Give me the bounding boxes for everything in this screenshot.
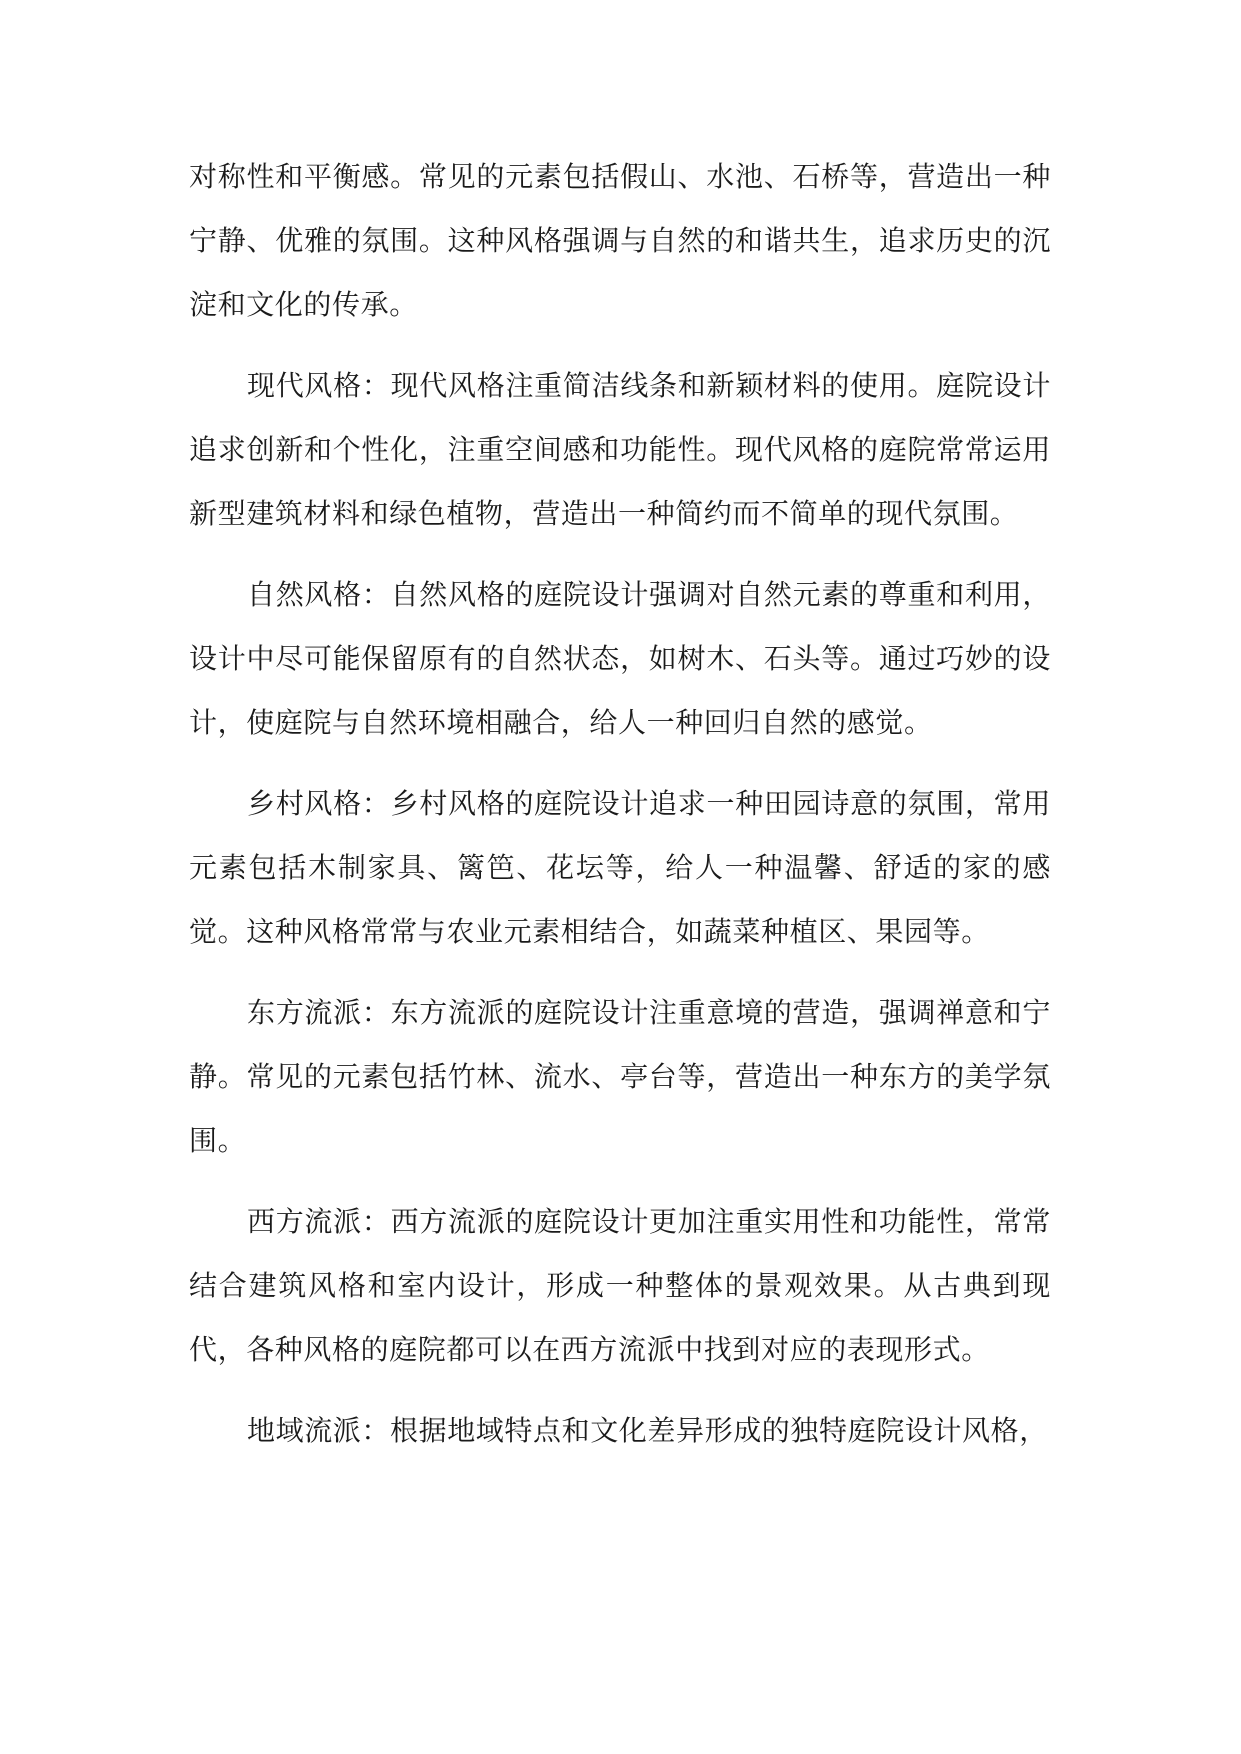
- paragraph-natural-style: 自然风格：自然风格的庭院设计强调对自然元素的尊重和利用，设计中尽可能保留原有的自然状态，如树木、石头等。通过巧妙的设计，使庭院与自然环境相融合，给人一种回归自然的感觉。: [189, 578, 1051, 739]
- body-text: [189, 145, 1051, 1480]
- paragraph-rural-style: 乡村风格：乡村风格的庭院设计追求一种田园诗意的氛围，常用元素包括木制家具、篱笆、花坛等，给人一种温馨、舒适的家的感觉。这种风格常常与农业元素相结合，如蔬菜种植区、果园等。: [189, 787, 1051, 948]
- paragraph-regional-school: 地域流派：根据地域特点和文化差异形成的独特庭院设计风格，: [247, 1414, 1048, 1447]
- paragraph-western-school: 西方流派：西方流派的庭院设计更加注重实用性和功能性，常常结合建筑风格和室内设计，形成一种整体的景观效果。从古典到现代，各种风格的庭院都可以在西方流派中找到对应的表现形式。: [189, 1205, 1051, 1366]
- paragraph-eastern-school: 东方流派：东方流派的庭院设计注重意境的营造，强调禅意和宁静。常见的元素包括竹林、流水、亭台等，营造出一种东方的美学氛围。: [189, 996, 1051, 1157]
- paragraph-continuation: 对称性和平衡感。常见的元素包括假山、水池、石桥等，营造出一种宁静、优雅的氛围。这种风格强调与自然的和谐共生，追求历史的沉淀和文化的传承。: [189, 160, 1051, 321]
- paragraph-modern-style: 现代风格：现代风格注重简洁线条和新颖材料的使用。庭院设计追求创新和个性化，注重空间感和功能性。现代风格的庭院常常运用新型建筑材料和绿色植物，营造出一种简约而不简单的现代氛围。: [189, 369, 1051, 530]
